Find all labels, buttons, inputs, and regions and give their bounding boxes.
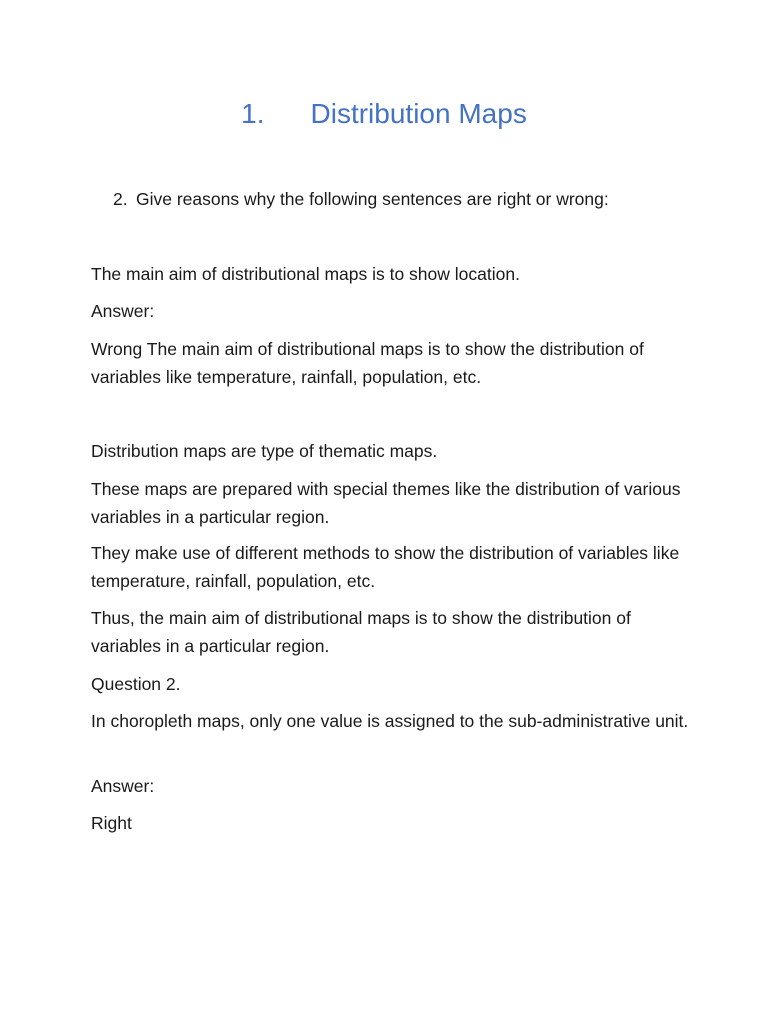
answer-label-1: Answer: bbox=[91, 301, 155, 321]
answer-label-2: Answer: bbox=[91, 776, 155, 796]
explanation-paragraph: Thus, the main aim of distributional maps is to show the distribution of variables in a particular region. bbox=[91, 608, 631, 656]
instruction-item bbox=[113, 186, 609, 212]
instruction-text: Give reasons why the following sentences are right or wrong: bbox=[136, 189, 609, 209]
explanation-paragraph: These maps are prepared with special themes like the distribution of various variables in a particular region. bbox=[91, 479, 681, 527]
heading-number: 1. bbox=[241, 98, 265, 129]
heading-title: Distribution Maps bbox=[310, 98, 527, 129]
answer-text-2: Right bbox=[91, 813, 132, 833]
statement-1: The main aim of distributional maps is to show location. bbox=[91, 264, 520, 284]
explanation-paragraph: Distribution maps are type of thematic maps. bbox=[91, 441, 438, 461]
answer-text-1: Wrong The main aim of distributional maps is to show the distribution of variables like temperature, rainfall, population, etc. bbox=[91, 339, 644, 387]
statement-2: In choropleth maps, only one value is assigned to the sub-administrative unit. bbox=[91, 711, 689, 731]
question-2-label: Question 2. bbox=[91, 674, 181, 694]
explanation-paragraph: They make use of different methods to show the distribution of variables like temperature, rainfall, population, etc. bbox=[91, 543, 680, 591]
page-heading bbox=[0, 96, 768, 132]
instruction-number: 2. bbox=[113, 189, 128, 209]
